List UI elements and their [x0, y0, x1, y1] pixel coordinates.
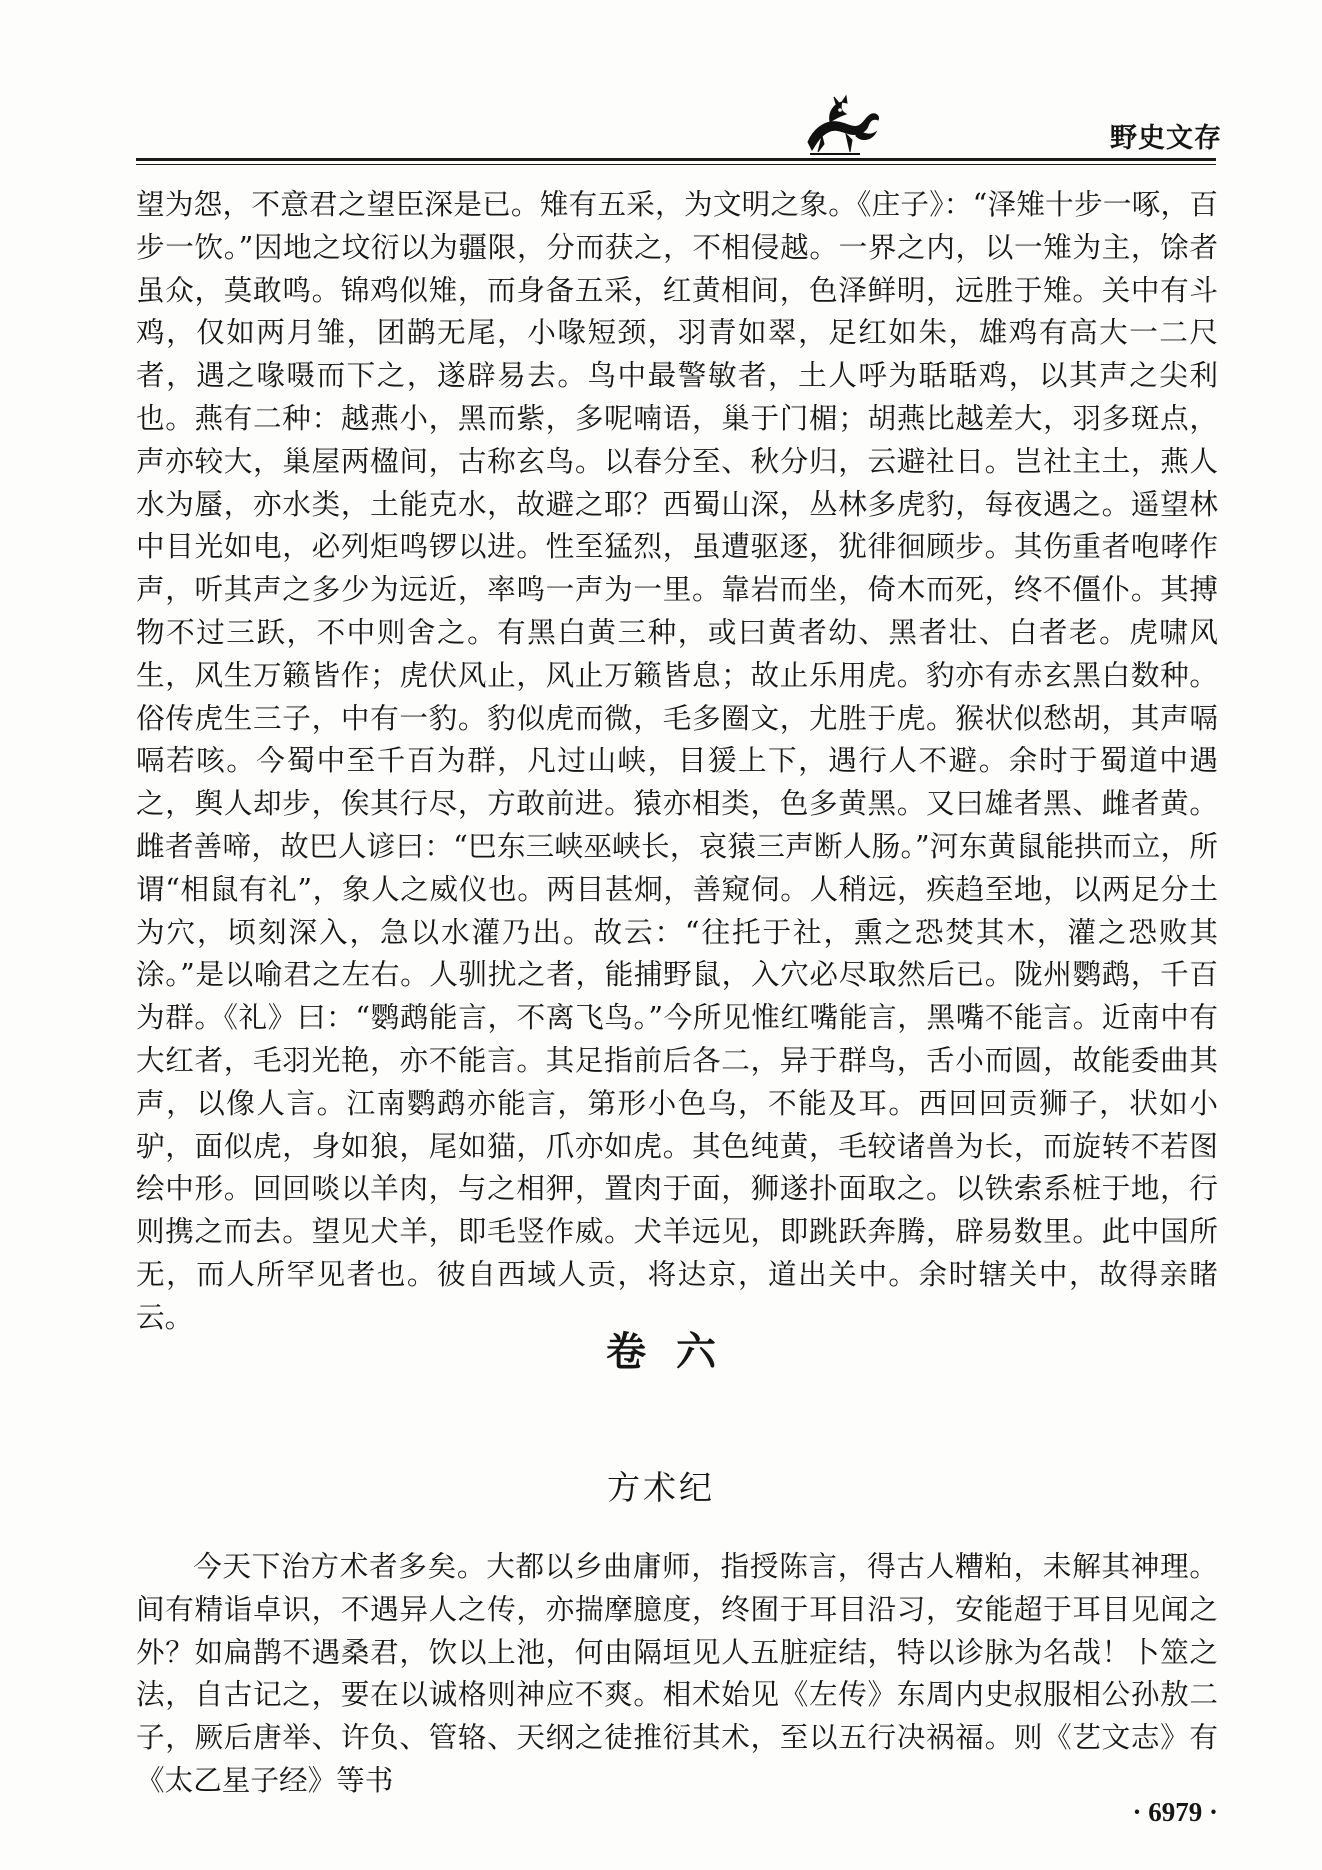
page-number: · 6979 ·: [1132, 1797, 1218, 1827]
header-rule-thin: [136, 164, 1216, 165]
running-header-title: 野史文存: [1110, 123, 1222, 154]
body-paragraph: 望为怨，不意君之望臣深是已。雉有五采，为文明之象。《庄子》：“泽雉十步一啄，百步一饮。”因地之坟衍以为疆限，分而获之，不相侵越。一界之内，以一雉为主，馀者虽众，莫敢鸣。锦鸡似雉，而身备五采，红黄相间，色泽鲜明，远胜于雉。关中有斗鸡，仅如两月雏，团鹋无尾，小喙短颈，羽青如翠，足红如朱，雄鸡有高大一二尺者，遇之喙嗫而下之，遂辟易去。鸟中最警敏者，土人呼为聒聒鸡，以其声之尖利也。燕有二种：越燕小，黑而紫，多呢喃语，巢于门楣；胡燕比越差大，羽多斑点，声亦较大，巢屋两楹间，古称玄鸟。以春分至、秋分归，云避社日。岂社主土，燕人水为蜃，亦水类，土能克水，故避之耶？西蜀山深，丛林多虎豹，每夜遇之。遥望林中目光如电，必列炬鸣锣以进。性至猛烈，虽遭驱逐，犹徘徊顾步。其伤重者咆哮作声，听其声之多少为远近，率鸣一声为一里。靠岩而坐，倚木而死，终不僵仆。其搏物不过三跃，不中则舍之。有黑白黄三种，或曰黄者幼、黑者壮、白者老。虎啸风生，风生万籁皆作；虎伏风止，风止万籁皆息；故止乐用虎。豹亦有赤玄黑白数种。俗传虎生三子，中有一豹。豹似虎而微，毛多圈文，尤胜于虎。猴状似愁胡，其声嗝嗝若咳。今蜀中至千百为群，凡过山峡，目猨上下，遇行人不避。余时于蜀道中遇之，舆人却步，俟其行尽，方敢前进。猿亦相类，色多黄黑。又曰雄者黑、雌者黄。雌者善啼，故巴人谚曰：“巴东三峡巫峡长，哀猿三声断人肠。”河东黄鼠能拱而立，所谓“相鼠有礼”，象人之威仪也。两目甚炯，善窥伺。人稍远，疾趋至地，以两足分土为穴，顷刻深入，急以水灌乃出。故云：“往托于社，熏之恐焚其木，灌之恐败其涂。”是以喻君之左右。人驯扰之者，能捕野鼠，入穴必尽取然后已。陇州鹦鹉，千百为群。《礼》曰：“鹦鹉能言，不离飞鸟。”今所见惟红嘴能言，黑嘴不能言。近南中有大红者，毛羽光艳，亦不能言。其足指前后各二，异于群鸟，舌小而圆，故能委曲其声，以像人言。江南鹦鹉亦能言，第形小色乌，不能及耳。西回回贡狮子，状如小驴，面似虎，身如狼，尾如猫，爪亦如虎。其色纯黄，毛较诸兽为长，而旋转不若图绘中形。回回啖以羊肉，与之相狎，置肉于面，狮遂扑面取之。以铁索系桩于地，行则携之而去。望见犬羊，即毛竖作威。犬羊远见，即跳跃奔腾，辟易数里。此中国所无，而人所罕见者也。彼自西域人贡，将达京，道出关中。余时辖关中，故得亲睹云。: [136, 187, 1218, 1334]
dragon-emblem-icon: [800, 92, 884, 162]
section-text-block: [136, 1545, 1218, 1802]
header-rule: [136, 158, 1216, 161]
section-paragraph: 今天下治方术者多矣。大都以乡曲庸师，指授陈言，得古人糟粕，未解其神理。间有精诣卓识，不遇异人之传，亦揣摩臆度，终囿于耳目沿习，安能超于耳目见闻之外？如扁鹊不遇桑君，饮以上池，何由隔垣见人五脏症结，特以诊脉为名哉！卜筮之法，自古记之，要在以诚格则神应不爽。相术始见《左传》东周内史叔服相公孙敖二子，厥后唐举、许负、管辂、天纲之徒推衍其术，至以五行决祸福。则《艺文志》有《太乙星子经》等书: [136, 1549, 1218, 1797]
main-text-block: [136, 183, 1218, 1339]
volume-title: 卷六: [606, 1329, 746, 1375]
section-title: 方术纪: [607, 1468, 715, 1507]
